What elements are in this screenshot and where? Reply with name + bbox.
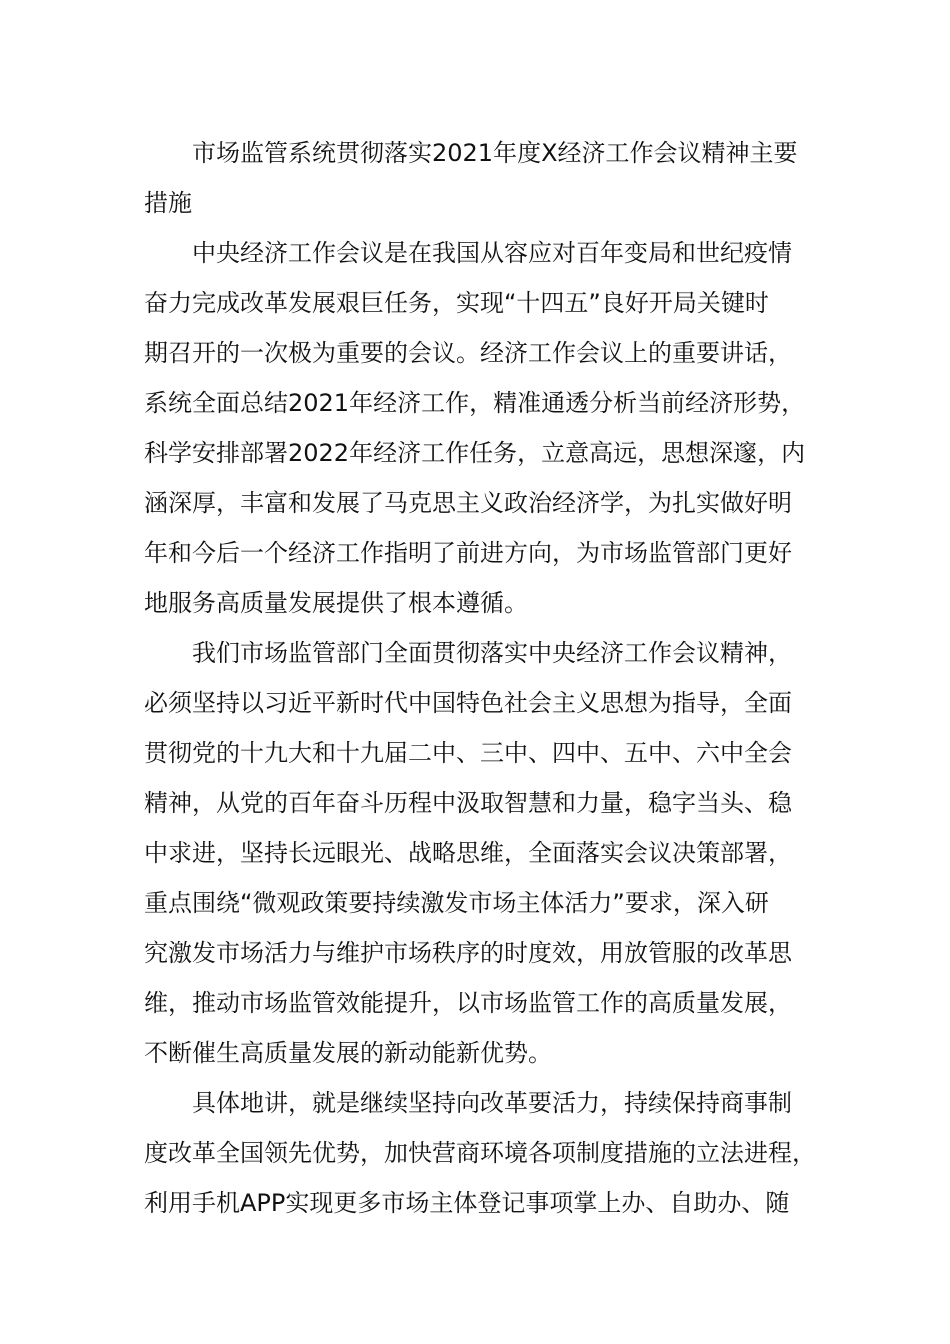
paragraph-2 xyxy=(144,628,806,1078)
document-title xyxy=(144,128,806,228)
text-line: 精神，从党的百年奋斗历程中汲取智慧和力量，稳字当头、稳 xyxy=(144,789,792,817)
text-line: 中央经济工作会议是在我国从容应对百年变局和世纪疫情 xyxy=(192,239,792,267)
text-line: 期召开的一次极为重要的会议。经济工作会议上的重要讲话， xyxy=(144,339,792,367)
text-line: 科学安排部署2022年经济工作任务，立意高远，思想深邃，内 xyxy=(144,439,806,467)
text-line: 涵深厚，丰富和发展了马克思主义政治经济学，为扎实做好明 xyxy=(144,489,792,517)
paragraph-1 xyxy=(144,228,806,628)
text-line: 年和今后一个经济工作指明了前进方向，为市场监管部门更好 xyxy=(144,539,792,567)
text-line: 维，推动市场监管效能提升，以市场监管工作的高质量发展， xyxy=(144,989,792,1017)
text-line: 必须坚持以习近平新时代中国特色社会主义思想为指导，全面 xyxy=(144,689,792,717)
text-line: 贯彻党的十九大和十九届二中、三中、四中、五中、六中全会 xyxy=(144,739,792,767)
paragraph-3 xyxy=(144,1078,816,1228)
text-line: 我们市场监管部门全面贯彻落实中央经济工作会议精神， xyxy=(192,639,792,667)
text-line: 究激发市场活力与维护市场秩序的时度效，用放管服的改革思 xyxy=(144,939,792,967)
document-body xyxy=(144,128,816,1228)
text-line: 地服务高质量发展提供了根本遵循。 xyxy=(144,589,528,617)
text-line: 不断催生高质量发展的新动能新优势。 xyxy=(144,1039,552,1067)
text-line: 具体地讲，就是继续坚持向改革要活力，持续保持商事制 xyxy=(192,1089,792,1117)
text-line: 度改革全国领先优势，加快营商环境各项制度措施的立法进程， xyxy=(144,1139,816,1167)
title-line: 市场监管系统贯彻落实2021年度X经济工作会议精神主要 xyxy=(192,139,798,167)
text-line: 奋力完成改革发展艰巨任务，实现“十四五”良好开局关键时 xyxy=(144,289,769,317)
title-line: 措施 xyxy=(144,189,192,217)
text-line: 重点围绕“微观政策要持续激发市场主体活力”要求，深入研 xyxy=(144,889,769,917)
text-line: 系统全面总结2021年经济工作，精准通透分析当前经济形势， xyxy=(144,389,806,417)
text-line: 中求进，坚持长远眼光、战略思维，全面落实会议决策部署， xyxy=(144,839,792,867)
text-line: 利用手机APP实现更多市场主体登记事项掌上办、自助办、随 xyxy=(144,1189,790,1217)
